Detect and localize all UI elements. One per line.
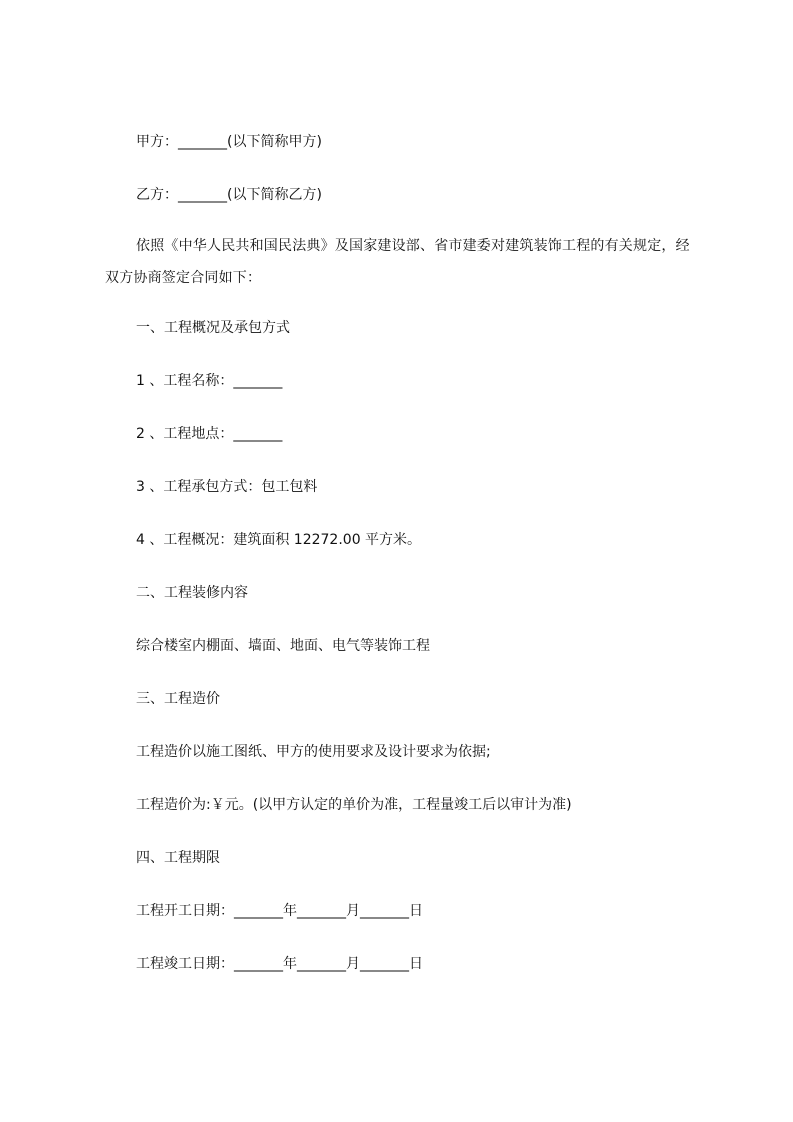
section4-heading: 四、工程期限: [136, 850, 220, 866]
party-a-line: 甲方：_______(以下简称甲方): [136, 134, 322, 150]
party-b-line: 乙方：_______(以下简称乙方): [136, 187, 322, 203]
section1-item: 2 、工程地点：_______: [136, 426, 283, 442]
section1-item: 4 、工程概况：建筑面积 12272.00 平方米。: [136, 532, 422, 548]
section3-heading: 三、工程造价: [136, 691, 220, 707]
section2-text: 综合楼室内棚面、墙面、地面、电气等装饰工程: [136, 638, 430, 654]
preamble-paragraph: 依照《中华人民共和国民法典》及国家建设部、省市建委对建筑装饰工程的有关规定，经双方协商签定合同如下：: [105, 238, 690, 286]
section1-item: 3 、工程承包方式：包工包料: [136, 479, 318, 495]
end-date-line: 工程竣工日期：_______年_______月_______日: [136, 956, 423, 972]
section3-basis: 工程造价以施工图纸、甲方的使用要求及设计要求为依据;: [136, 744, 491, 760]
section1-item: 1 、工程名称：_______: [136, 373, 283, 389]
section2-heading: 二、工程装修内容: [136, 585, 248, 601]
section3-price: 工程造价为:￥元。(以甲方认定的单价为准，工程量竣工后以审计为准): [136, 797, 572, 813]
start-date-line: 工程开工日期：_______年_______月_______日: [136, 903, 423, 919]
section1-heading: 一、工程概况及承包方式: [136, 320, 290, 336]
